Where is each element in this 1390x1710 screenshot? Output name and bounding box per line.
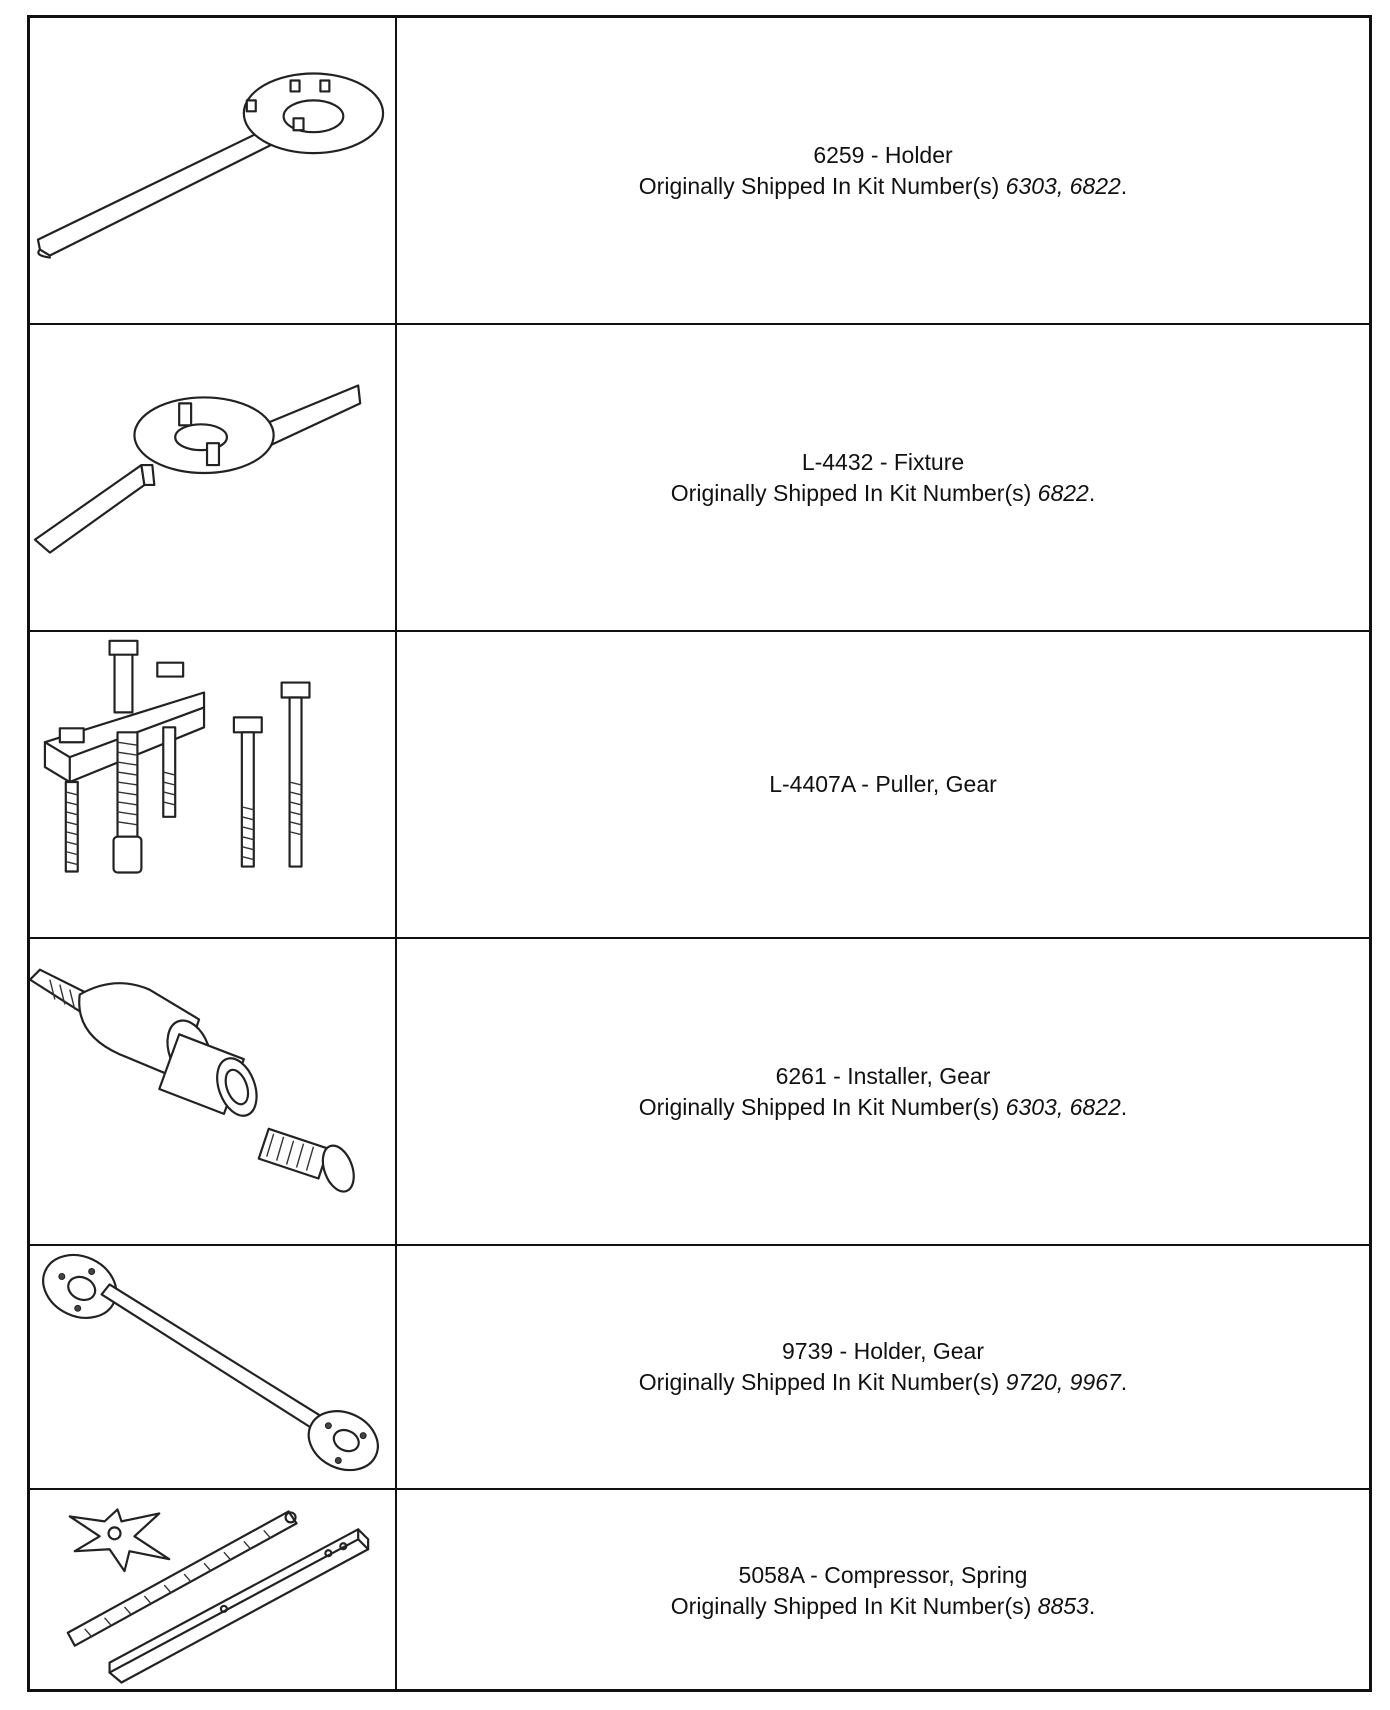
tool-title: 9739 - Holder, Gear bbox=[781, 1338, 984, 1364]
kit-numbers: 6822 bbox=[1037, 479, 1089, 506]
tool-description bbox=[397, 1490, 1369, 1692]
tool-kit-line: Originally Shipped In Kit Number(s) 6303, 6822. bbox=[638, 1093, 1128, 1120]
gear-installer-icon bbox=[30, 939, 397, 1244]
tool-kit-line: Originally Shipped In Kit Number(s) 8853. bbox=[670, 1593, 1096, 1619]
table-row bbox=[30, 939, 1369, 1246]
kit-numbers: 6303, 6822 bbox=[1005, 1093, 1121, 1120]
spanner-wrench-icon bbox=[30, 18, 397, 323]
tool-description bbox=[397, 18, 1369, 323]
tool-description bbox=[397, 325, 1369, 630]
tool-title: 6259 - Holder bbox=[813, 141, 953, 168]
fixture-icon bbox=[30, 325, 397, 630]
gear-holder-icon bbox=[30, 1246, 397, 1488]
tool-kit-line: Originally Shipped In Kit Number(s) 6303, 6822. bbox=[638, 172, 1128, 199]
tool-table bbox=[27, 15, 1372, 1692]
tool-description bbox=[397, 939, 1369, 1244]
table-row bbox=[30, 632, 1369, 939]
tool-description bbox=[397, 632, 1369, 937]
kit-numbers: 8853 bbox=[1037, 1593, 1089, 1619]
table-row bbox=[30, 18, 1369, 325]
gear-puller-icon bbox=[30, 632, 397, 937]
tool-title: L-4407A - Puller, Gear bbox=[769, 771, 997, 797]
kit-numbers: 6303, 6822 bbox=[1005, 172, 1121, 199]
tool-title: L-4432 - Fixture bbox=[801, 448, 965, 475]
kit-numbers: 9720, 9967 bbox=[1005, 1369, 1121, 1395]
tool-title: 6261 - Installer, Gear bbox=[775, 1062, 991, 1089]
tool-kit-line: Originally Shipped In Kit Number(s) 6822. bbox=[670, 479, 1096, 506]
tool-title: 5058A - Compressor, Spring bbox=[738, 1562, 1028, 1588]
tool-kit-line: Originally Shipped In Kit Number(s) 9720, 9967. bbox=[638, 1369, 1128, 1395]
tool-description bbox=[397, 1246, 1369, 1488]
spring-compressor-icon bbox=[30, 1490, 397, 1692]
table-row bbox=[30, 1246, 1369, 1490]
table-row bbox=[30, 325, 1369, 632]
table-row bbox=[30, 1490, 1369, 1692]
